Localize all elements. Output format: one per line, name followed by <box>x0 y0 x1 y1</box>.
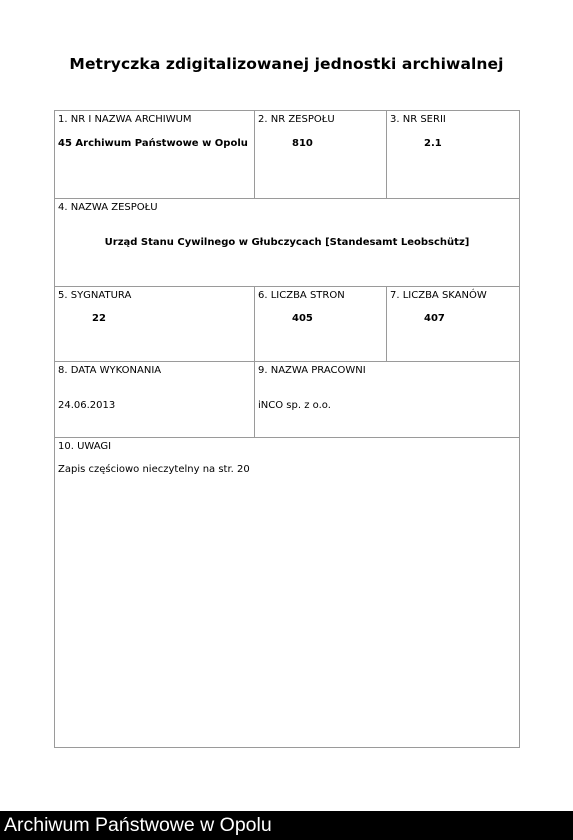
fonds-number-value: 810 <box>292 138 313 149</box>
footer-banner: Archiwum Państwowe w Opolu <box>0 811 573 840</box>
date-label: 8. DATA WYKONANIA <box>58 365 162 376</box>
signature-cell <box>54 286 255 362</box>
notes-cell <box>54 437 520 748</box>
date-cell <box>54 361 255 438</box>
archive-label: 1. NR I NAZWA ARCHIWUM <box>58 114 192 125</box>
document-title: Metryczka zdigitalizowanej jednostki archiwalnej <box>69 55 504 73</box>
archive-value: 45 Archiwum Państwowe w Opolu <box>58 138 248 149</box>
notes-value: Zapis częściowo nieczytelny na str. 20 <box>58 464 250 475</box>
scan-count-value: 407 <box>424 313 445 324</box>
fonds-name-cell <box>54 198 520 287</box>
fonds-number-label: 2. NR ZESPOŁU <box>258 114 335 125</box>
scan-count-cell <box>386 286 520 362</box>
page-count-label: 6. LICZBA STRON <box>258 290 345 301</box>
archive-cell <box>54 110 255 199</box>
fonds-name-value: Urząd Stanu Cywilnego w Głubczycach [Standesamt Leobschütz] <box>104 237 470 248</box>
scan-count-label: 7. LICZBA SKANÓW <box>390 290 487 301</box>
series-number-cell <box>386 110 520 199</box>
signature-label: 5. SYGNATURA <box>58 290 132 301</box>
date-value: 24.06.2013 <box>58 400 116 411</box>
workshop-label: 9. NAZWA PRACOWNI <box>258 365 366 376</box>
page-count-value: 405 <box>292 313 313 324</box>
fonds-number-cell <box>254 110 387 199</box>
series-number-value: 2.1 <box>424 138 442 149</box>
page-count-cell <box>254 286 387 362</box>
signature-value: 22 <box>92 313 106 324</box>
notes-label: 10. UWAGI <box>58 441 112 452</box>
workshop-cell <box>254 361 520 438</box>
workshop-value: iNCO sp. z o.o. <box>258 400 331 411</box>
fonds-name-label: 4. NAZWA ZESPOŁU <box>58 202 158 213</box>
series-number-label: 3. NR SERII <box>390 114 446 125</box>
